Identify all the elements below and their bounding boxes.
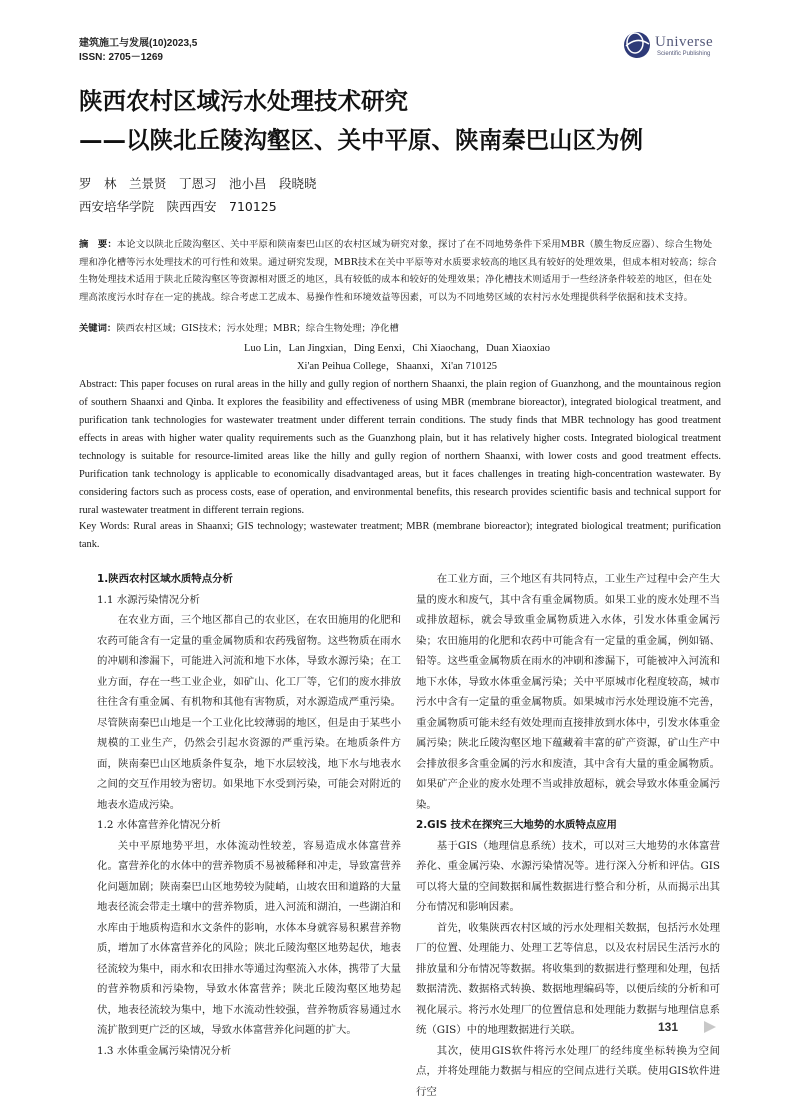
english-abstract: Abstract: This paper focuses on rural areas in the hilly and gully region of northern Shaanxi, the plain region of Guanzhong, and the mountainous region of southern Shaanxi and Qinba. It explores the feasibility and effectiveness of using MBR (membrane bioreactor), integrated biological treatment, and purification tank technologies for wastewater treatment under different terrain conditions. The study finds that MBR technology has good treatment effects in areas with higher water quality requirements such as the Guanzhong plain, but it has relatively higher costs. Integrated biological treatment technology is suitable for resource-limited areas like the hilly and gully region of northern Shaanxi, with lower costs and good treatment effects. Purification tank technology is applicable to economically disadvantaged areas, but it faces challenges in treating high-concentration wastewater. By considering factors such as process costs, ease of operation, and environmental benefits, this research provides scientific basis and technical support for rural wastewater treatment in different terrain regions. — [79, 376, 721, 520]
section-1-3-heading: 1.3 水体重金属污染情况分析 — [97, 1041, 401, 1062]
section-2-para-3: 其次，使用GIS软件将污水处理厂的经纬度坐标转换为空间点，并将处理能力数据与相应的空间点进行关联。使用GIS软件进行空 — [416, 1041, 720, 1102]
section-2-heading: 2.GIS 技术在探究三大地势的水质特点应用 — [416, 815, 720, 836]
abstract-chinese — [79, 236, 719, 306]
left-column — [97, 569, 401, 1061]
english-keywords: Key Words: Rural areas in Shaanxi; GIS technology; wastewater treatment; MBR (membrane bioreactor); integrated biological treatment; purification tank. — [79, 518, 721, 554]
section-1-2-heading: 1.2 水体富营养化情况分析 — [97, 815, 401, 836]
section-1-1-heading: 1.1 水源污染情况分析 — [97, 590, 401, 611]
affiliation: 西安培华学院 陕西西安 710125 — [79, 199, 277, 215]
abstract-label: 摘 要： — [79, 239, 117, 250]
section-1-1-text: 在农业方面，三个地区都自己的农业区，在农田施用的化肥和农药可能含有一定量的重金属物质和农药残留物。这些物质在雨水的冲刷和渗漏下，可能进入河流和地下水体，导致水源污染；在工业方面，存在一些工业企业，如矿山、化工厂等，它们的废水排放往往含有重金属、有机物和其他有害物质，对水源造成严重污染。尽管陕南秦巴山地是一个工业化比较薄弱的地区，但是由于某些小规模的工业生产，仍然会引起水资源的严重污染。在地质条件方面，陕南秦巴山区地质条件复杂，地下水层较浅，地下水与地表水之间的交互作用较为密切。如果地下水受到污染，可能会对附近的地表水造成污染。 — [97, 610, 401, 815]
section-1-3-text: 在工业方面，三个地区有共同特点，工业生产过程中会产生大量的废水和废气，其中含有重金属物质。如果工业的废水处理不当或排放超标，就会导致重金属物质进入水体，引发水体重金属污染；农田施用的化肥和农药中可能含有一定量的重金属，例如镉、铅等。这些重金属物质在雨水的冲刷和渗漏下，可能被冲入河流和地下水体，导致水体重金属污染；关中平原城市化程度较高，城市污水中含有一定量的重金属物质。如果城市污水处理设施不完善，重金属物质可能未经有效处理而直接排放到水体中，引发水体重金属污染；陕北丘陵沟壑区地下蕴藏着丰富的矿产资源，矿山生产中会排放很多含重金属的污水和废渣，其中含有大量的重金属物质。如果矿产企业的废水处理不当或排放超标，就会导致水体重金属污染。 — [416, 569, 720, 815]
logo-subtitle: Scientific Publishing — [657, 51, 710, 57]
keywords-text: 陕西农村区域；GIS技术；污水处理；MBR；综合生物处理；净化槽 — [116, 323, 399, 334]
abstract-text: 本论文以陕北丘陵沟壑区、关中平原和陕南秦巴山区的农村区域为研究对象，探讨了在不同地势条件下采用MBR（膜生物反应器）、综合生物处理和净化槽等污水处理技术的可行性和效果。通过研究发现，MBR技术在关中平原等对水质要求较高的地区具有较好的处理效果，但成本相对较高；综合生物处理技术适用于陕北丘陵沟壑区等资源相对匮乏的地区，具有较低的成本和较好的处理效果；净化槽技术则适用于一些经济条件较差的地区，但在处理高浓度污水时存在一定的挑战。综合考虑工艺成本、易操作性和环境效益等因素，可以为不同地势区域的农村污水处理提供科学依据和技术支持。 — [79, 239, 717, 303]
keywords-chinese — [79, 320, 719, 337]
authors: 罗 林 兰景贤 丁恩习 池小昌 段晓晓 — [79, 176, 317, 192]
publisher-logo — [622, 30, 732, 64]
logo-text: Universe — [655, 34, 713, 51]
journal-info: 建筑施工与发展(10)2023,5 — [79, 37, 197, 50]
section-2-para-2: 首先，收集陕西农村区域的污水处理相关数据，包括污水处理厂的位置、处理能力、处理工艺等信息，以及农村居民生活污水的排放量和分布情况等数据。将收集到的数据进行整理和处理，包括数据清洗、数据格式转换、数据地理编码等，以便后续的分析和可视化展示。将污水处理厂的位置信息和处理能力数据与地理信息系统（GIS）中的地理数据进行关联。 — [416, 918, 720, 1041]
globe-icon — [622, 30, 652, 60]
title-line-1: 陕西农村区域污水处理技术研究 — [79, 86, 408, 116]
section-1-heading: 1.陕西农村区域水质特点分析 — [97, 569, 401, 590]
issn: ISSN: 2705－1269 — [79, 51, 163, 64]
english-authors: Luo Lin，Lan Jingxian，Ding Eenxi，Chi Xiaochang，Duan Xiaoxiao — [0, 340, 794, 357]
page-number: 131 — [658, 1020, 678, 1034]
page-arrow-icon — [704, 1021, 716, 1033]
english-affiliation: Xi'an Peihua College，Shaanxi，Xi'an 710125 — [0, 358, 794, 375]
section-1-2-text: 关中平原地势平坦，水体流动性较差，容易造成水体富营养化。富营养化的水体中的营养物质不易被稀释和冲走，导致富营养化问题加剧；陕南秦巴山区地势较为陡峭，山坡农田和道路的大量地表径流会带走土壤中的营养物质，进入河流和湖泊，一些湖泊和水库由于地质构造和水文条件的影响，水体本身就容易积累营养物质，增加了水体富营养化的风险；陕北丘陵沟壑区地势起伏，地表径流较为集中，雨水和农田排水等通过沟壑流入水体，携带了大量的营养物质和污染物，导致水体富营养；陕北丘陵沟壑区地势起伏，地表径流较为集中，地下水流动性较强，营养物质容易通过水流扩散到更广泛的区域，导致水体富营养化问题的扩大。 — [97, 836, 401, 1041]
title-line-2: ——以陕北丘陵沟壑区、关中平原、陕南秦巴山区为例 — [79, 125, 643, 155]
keywords-label: 关键词： — [79, 323, 116, 334]
section-2-para-1: 基于GIS（地理信息系统）技术，可以对三大地势的水体富营养化、重金属污染、水源污染情况等。进行深入分析和评估。GIS可以将大量的空间数据和属性数据进行整合和分析，从而揭示出其分布情况和影响因素。 — [416, 836, 720, 918]
